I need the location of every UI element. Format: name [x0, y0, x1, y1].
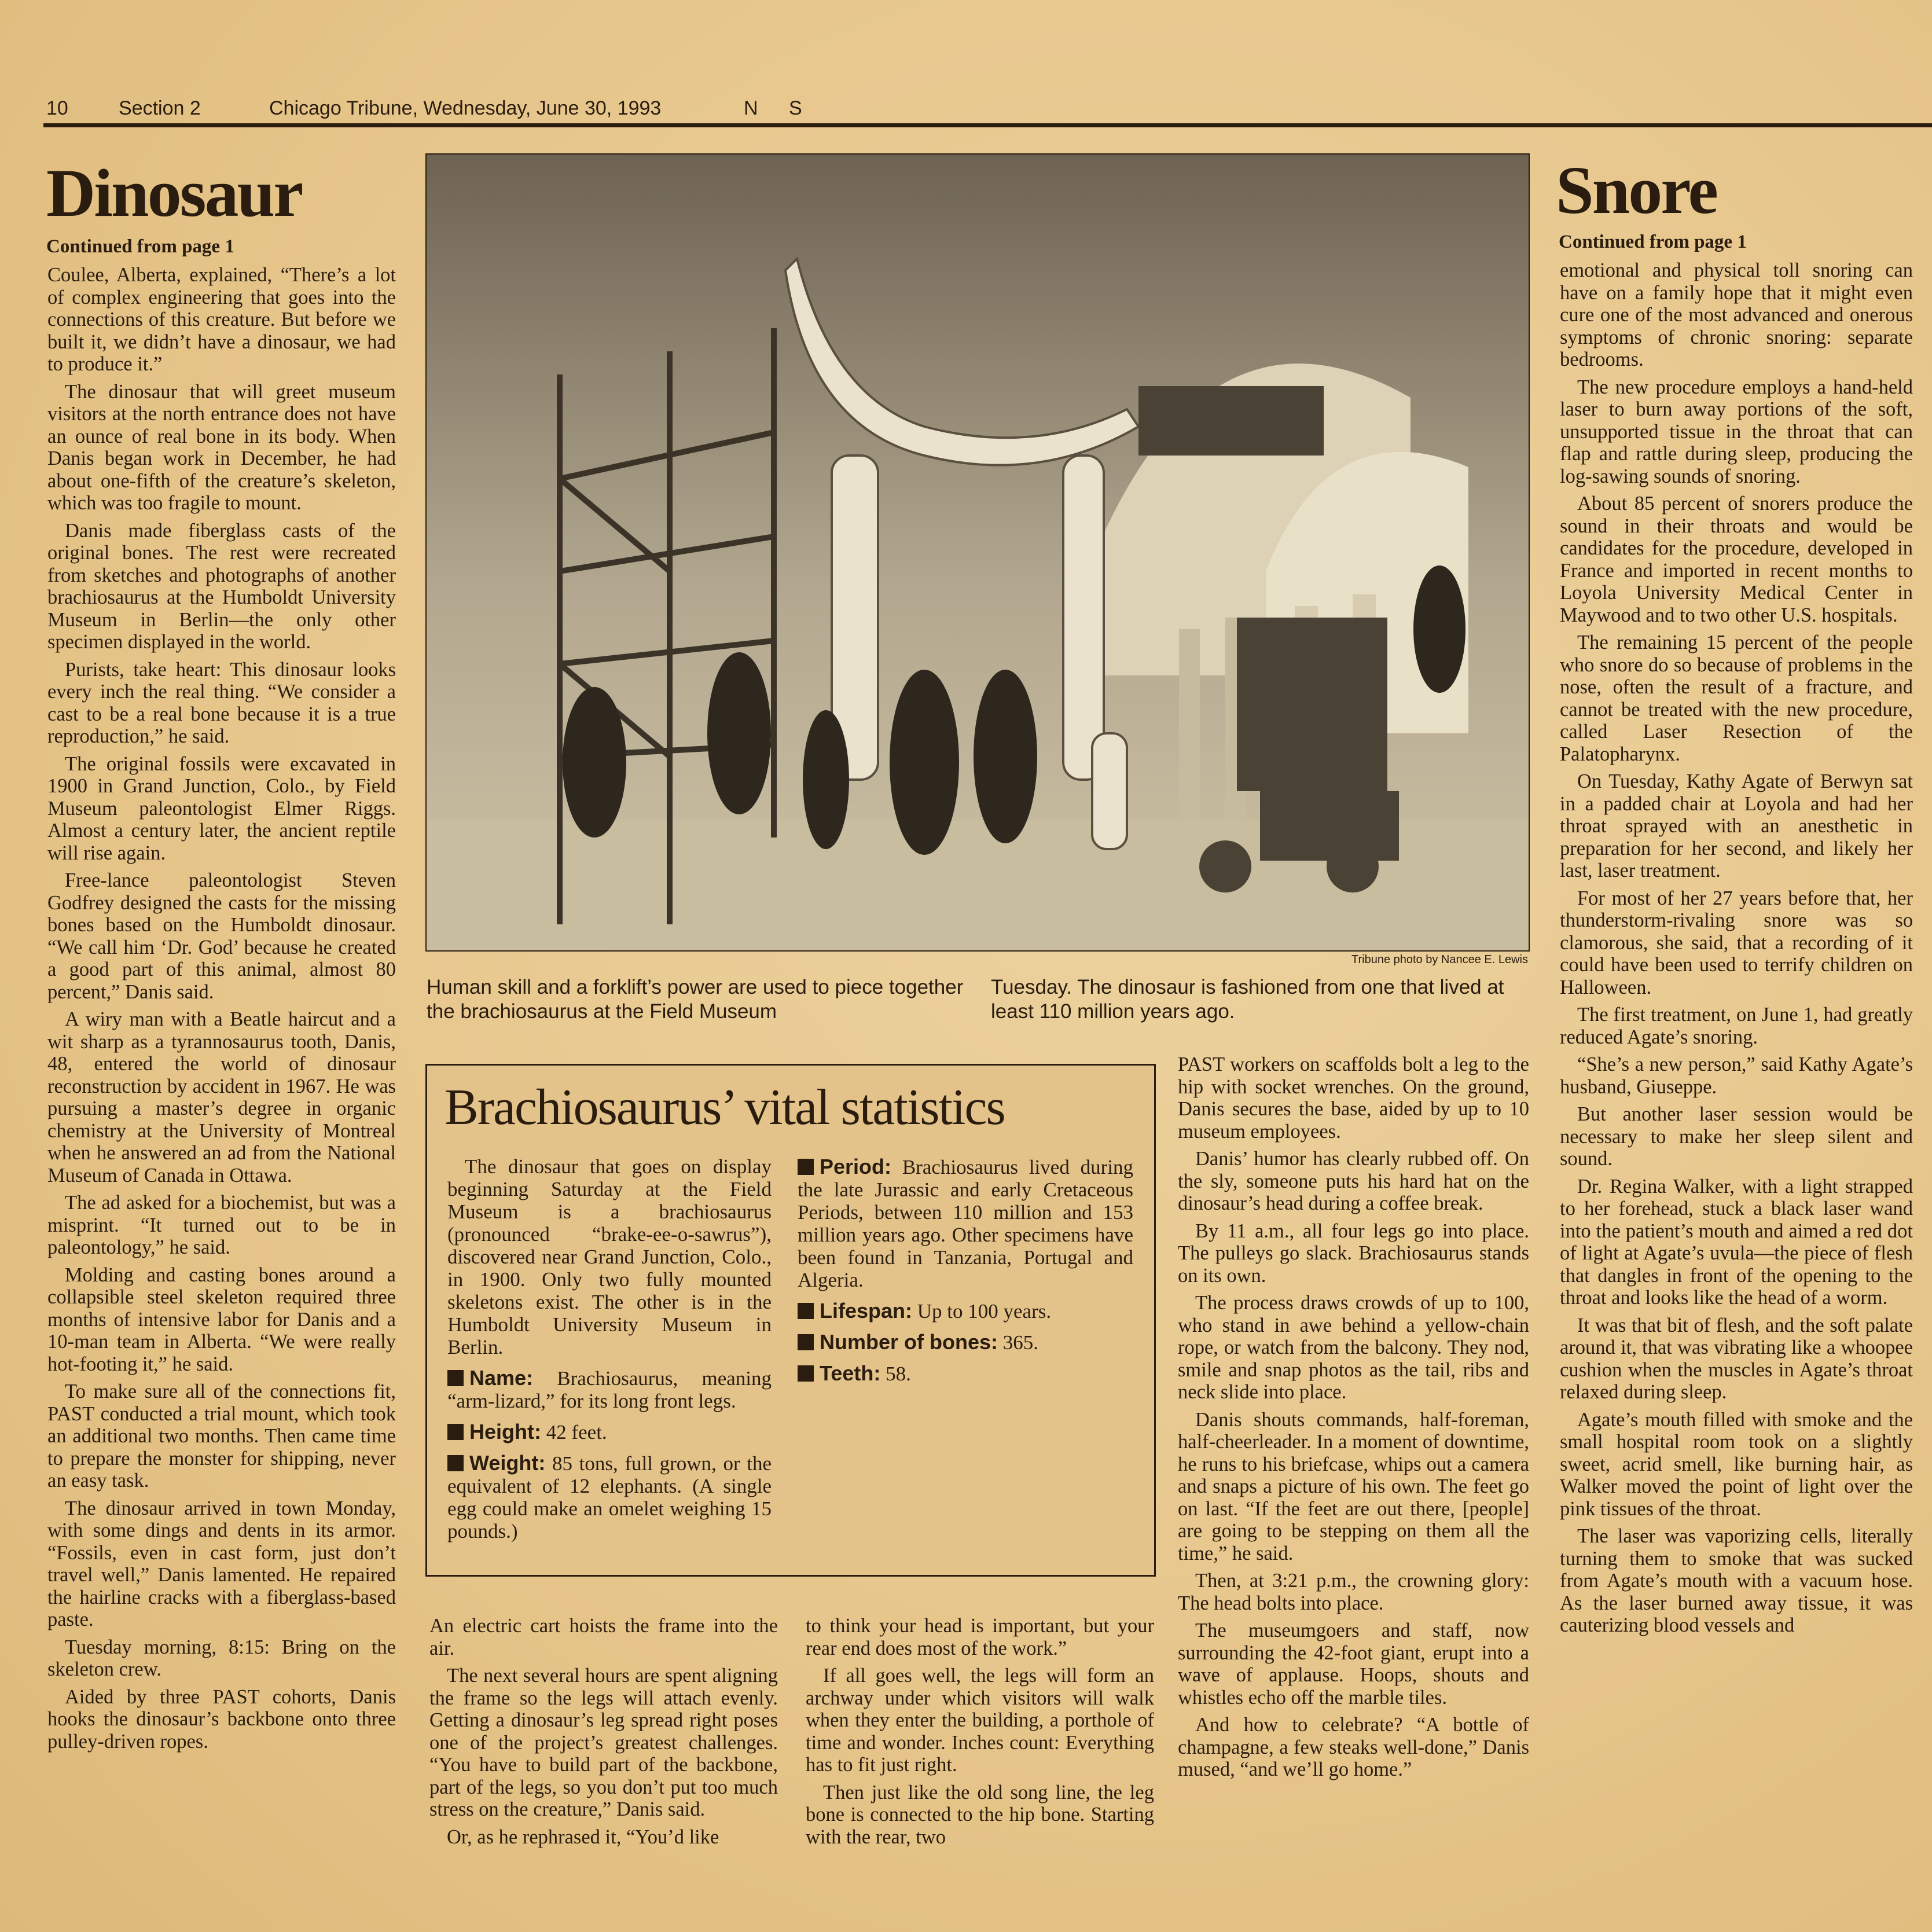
- paragraph: Tuesday morning, 8:15: Bring on the skeleton crew.: [47, 1636, 396, 1680]
- paragraph: The original fossils were excavated in 1900 in Grand Junction, Colo., by Field Museum paleontologist Elmer Riggs. Almost a century later, the ancient reptile will rise again.: [47, 752, 396, 864]
- paragraph: The next several hours are spent aligning the frame so the legs will attach evenly. Getting a dinosaur’s leg spread right poses one of the project’s greatest challenges. “You have to build part of the backbone, part of the legs, so you don’t put too much stress on the creature,” Danis said.: [429, 1665, 778, 1820]
- stats-left-column: [447, 1155, 772, 1551]
- stat-weight: Weight: 85 tons, full grown, or the equivalent of 12 elephants. (A single egg could make an omelet weighing 15 pounds.): [447, 1451, 772, 1542]
- snore-continued: Continued from page 1: [1559, 232, 1747, 252]
- paragraph: About 85 percent of snorers produce the sound in their throats and would be candidates for the procedure, developed in France and imported in recent months to Loyola University Medical Center in Maywood and to two other U.S. hospitals.: [1560, 493, 1913, 626]
- stat-bones: Number of bones: 365.: [798, 1331, 1133, 1354]
- paragraph: PAST workers on scaffolds bolt a leg to the hip with socket wrenches. On the ground, Danis secures the base, aided by up to 10 museum employees.: [1178, 1053, 1529, 1143]
- bullet-square-icon: [447, 1424, 464, 1440]
- snore-column: [1560, 259, 1913, 1915]
- dinosaur-continuation-column-1: [429, 1615, 778, 1916]
- paragraph: Dr. Regina Walker, with a light strapped to her forehead, stuck a black laser wand into the patient’s mouth and aimed a red dot of light at Agate’s uvula—the piece of flesh that dangles in front of the opening to the throat and looks like the head of a worm.: [1560, 1175, 1913, 1309]
- stat-period: Period: Brachiosaurus lived during the late Jurassic and early Cretaceous Periods, between 110 million and 153 million years ago. Other specimens have been found in Tanzania, Portugal and Algeria.: [798, 1155, 1133, 1291]
- paragraph: A wiry man with a Beatle haircut and a wit sharp as a tyrannosaurus tooth, Danis, 48, entered the world of dinosaur reconstruction by accident in 1967. He was pursuing a master’s degree in organic chemistry at the University of Montreal when he answered an ad from the National Museum of Canada in Ottawa.: [47, 1008, 396, 1187]
- vital-statistics-box: [425, 1064, 1156, 1577]
- paragraph: “She’s a new person,” said Kathy Agate’s husband, Giuseppe.: [1560, 1053, 1913, 1098]
- snore-headline: Snore: [1556, 152, 1717, 228]
- page-number: 10: [46, 97, 68, 119]
- paragraph: Danis’ humor has clearly rubbed off. On the sly, someone puts his hard hat on the dinosaur’s head during a coffee break.: [1178, 1148, 1529, 1214]
- paragraph: emotional and physical toll snoring can have on a family hope that it might even cure one of the most advanced and onerous symptoms of chronic snoring: separate bedrooms.: [1560, 259, 1913, 370]
- edition-n: N: [744, 97, 758, 119]
- paragraph: Molding and casting bones around a collapsible steel skeleton required three months of intensive labor for Danis and a 10-man team in Alberta. “We were really hot-footing it,” he said.: [47, 1263, 396, 1375]
- paragraph: If all goes well, the legs will form an archway under which visitors will walk when they enter the building, a porthole of time and wonder. Inches count: Everything has to fit just right.: [806, 1665, 1154, 1776]
- paragraph: To make sure all of the connections fit, PAST conducted a trial mount, which took an additional two months. Then came time to prepare the monster for shipping, never an easy task.: [47, 1380, 396, 1492]
- paragraph: An electric cart hoists the frame into the air.: [429, 1615, 778, 1659]
- paragraph: The new procedure employs a hand-held laser to burn away portions of the soft, unsupported tissue in the throat that can flap and rattle during sleep, producing the log-sawing sounds of snoring.: [1560, 376, 1913, 487]
- dinosaur-continued: Continued from page 1: [46, 236, 234, 257]
- stats-title: Brachiosaurus’ vital statistics: [445, 1079, 1005, 1136]
- photo-credit: Tribune photo by Nancee E. Lewis: [1351, 953, 1528, 966]
- bullet-square-icon: [798, 1159, 814, 1175]
- bullet-square-icon: [798, 1303, 814, 1319]
- paragraph: The laser was vaporizing cells, literally turning them to smoke that was sucked from Agate’s mouth with a vacuum hose. As the laser burned away tissue, it was cauterizing blood vessels and: [1560, 1525, 1913, 1636]
- paragraph: Then, at 3:21 p.m., the crowning glory: The head bolts into place.: [1178, 1570, 1529, 1614]
- top-rule: [43, 123, 1932, 127]
- paragraph: On Tuesday, Kathy Agate of Berwyn sat in a padded chair at Loyola and had her throat sprayed with an anesthetic in preparation for her second, and likely her last, laser treatment.: [1560, 770, 1913, 881]
- bullet-square-icon: [798, 1365, 814, 1382]
- paragraph: Aided by three PAST cohorts, Danis hooks the dinosaur’s backbone onto three pulley-driven ropes.: [47, 1685, 396, 1753]
- bullet-square-icon: [447, 1370, 464, 1386]
- stat-name: Name: Brachiosaurus, meaning “arm-lizard,” for its long front legs.: [447, 1366, 772, 1412]
- news-photo: [425, 153, 1530, 952]
- paper-dateline: Chicago Tribune, Wednesday, June 30, 1993: [269, 97, 662, 119]
- paragraph: For most of her 27 years before that, her thunderstorm-rivaling snore was so clamorous, she said, that a recording of it could have been used to terrify children on Halloween.: [1560, 887, 1913, 998]
- paragraph: Danis shouts commands, half-foreman, half-cheerleader. In a moment of downtime, he runs to his briefcase, whips out a camera and snaps a picture of his own. The feet go on last. “If the feet are out there, [people] are going to be stepping on them all the time,” he said.: [1178, 1408, 1529, 1564]
- paragraph: The process draws crowds of up to 100, who stand in awe behind a yellow-chain rope, or watch from the balcony. They nod, smile and snap photos as the tail, ribs and neck slide into place.: [1178, 1292, 1529, 1403]
- paragraph: Then just like the old song line, the leg bone is connected to the hip bone. Starting with the rear, two: [806, 1781, 1154, 1848]
- paragraph: Danis made fiberglass casts of the original bones. The rest were recreated from sketches and photographs of another brachiosaurus at the Humboldt University Museum in Berlin—the only other specimen displayed in the world.: [47, 519, 396, 653]
- paragraph: By 11 a.m., all four legs go into place. The pulleys go slack. Brachiosaurus stands on its own.: [1178, 1220, 1529, 1287]
- paragraph: Free-lance paleontologist Steven Godfrey designed the casts for the missing bones based on the Humboldt dinosaur. “We call him ‘Dr. God’ because he created a good part of this animal, almost 80 percent,” Danis said.: [47, 869, 396, 1003]
- stats-intro: The dinosaur that goes on display beginning Saturday at the Field Museum is a brachiosaurus (pronounced “brake-ee-o-sawrus”), discovered near Grand Junction, Colo., in 1900. Only two fully mounted skeletons exist. The other is in the Humboldt University Museum in Berlin.: [447, 1155, 772, 1358]
- dinosaur-column: [47, 264, 396, 1913]
- paragraph: Agate’s mouth filled with smoke and the small hospital room took on a slightly sweet, acrid smell, like burning hair, as Walker moved the point of light over the pink tissues of the throat.: [1560, 1408, 1913, 1520]
- paragraph: Or, as he rephrased it, “You’d like: [447, 1826, 719, 1848]
- dinosaur-assembly-photo: [427, 155, 1529, 950]
- dinosaur-headline: Dinosaur: [46, 155, 302, 231]
- paragraph: Coulee, Alberta, explained, “There’s a lot of complex engineering that goes into the connections of this creature. But before we built it, we didn’t have a dinosaur, we had to produce it.”: [47, 264, 396, 375]
- folio-line: [46, 97, 1927, 126]
- paragraph: to think your head is important, but your rear end does most of the work.”: [806, 1615, 1154, 1659]
- paragraph: The dinosaur arrived in town Monday, with some dings and dents in its armor. “Fossils, even in cast form, just don’t travel well,” Danis lamented. He repaired the hairline cracks with a fiberglass-based paste.: [47, 1497, 396, 1630]
- paragraph: The first treatment, on June 1, had greatly reduced Agate’s snoring.: [1560, 1004, 1913, 1048]
- stats-right-column: [798, 1155, 1133, 1393]
- bullet-square-icon: [798, 1334, 814, 1350]
- paragraph: The ad asked for a biochemist, but was a misprint. “It turned out to be in paleontology,” he said.: [47, 1192, 396, 1258]
- section-label: Section 2: [119, 97, 201, 119]
- paragraph: Purists, take heart: This dinosaur looks every inch the real thing. “We consider a cast to be a real bone because it is a true reproduction,” he said.: [47, 658, 396, 747]
- paragraph: And how to celebrate? “A bottle of champagne, a few steaks well-done,” Danis mused, “and we’ll go home.”: [1178, 1714, 1529, 1780]
- bullet-square-icon: [447, 1455, 464, 1471]
- paragraph: The dinosaur that will greet museum visitors at the north entrance does not have an ounce of real bone in its body. When Danis began work in December, he had about one-fifth of the creature’s skeleton, which was too fragile to mount.: [47, 380, 396, 514]
- stat-lifespan: Lifespan: Up to 100 years.: [798, 1299, 1133, 1323]
- photo-caption-left: Human skill and a forklift’s power are used to piece together the brachiosaurus at the Field Museum: [427, 976, 964, 1023]
- paragraph: It was that bit of flesh, and the soft palate around it, that was vibrating like a whoopee cushion when the muscles in Agate’s throat relaxed during sleep.: [1560, 1314, 1913, 1403]
- dinosaur-continuation-column-2: [806, 1615, 1154, 1916]
- dinosaur-continuation-column-3: [1178, 1053, 1529, 1916]
- photo-caption-right: Tuesday. The dinosaur is fashioned from one that lived at least 110 million years ago.: [991, 976, 1504, 1023]
- paragraph: But another laser session would be necessary to make her sleep silent and sound.: [1560, 1103, 1913, 1170]
- edition-s: S: [789, 97, 802, 119]
- paragraph: The museumgoers and staff, now surrounding the 42-foot giant, erupt into a wave of applause. Hoops, shouts and whistles echo off the marble tiles.: [1178, 1619, 1529, 1709]
- stat-teeth: Teeth: 58.: [798, 1362, 1133, 1385]
- paragraph: The remaining 15 percent of the people who snore do so because of problems in the nose, often the result of a fracture, and cannot be treated with the new procedure, called Laser Resection of the Palatopharynx.: [1560, 631, 1913, 765]
- stat-height: Height: 42 feet.: [447, 1420, 772, 1444]
